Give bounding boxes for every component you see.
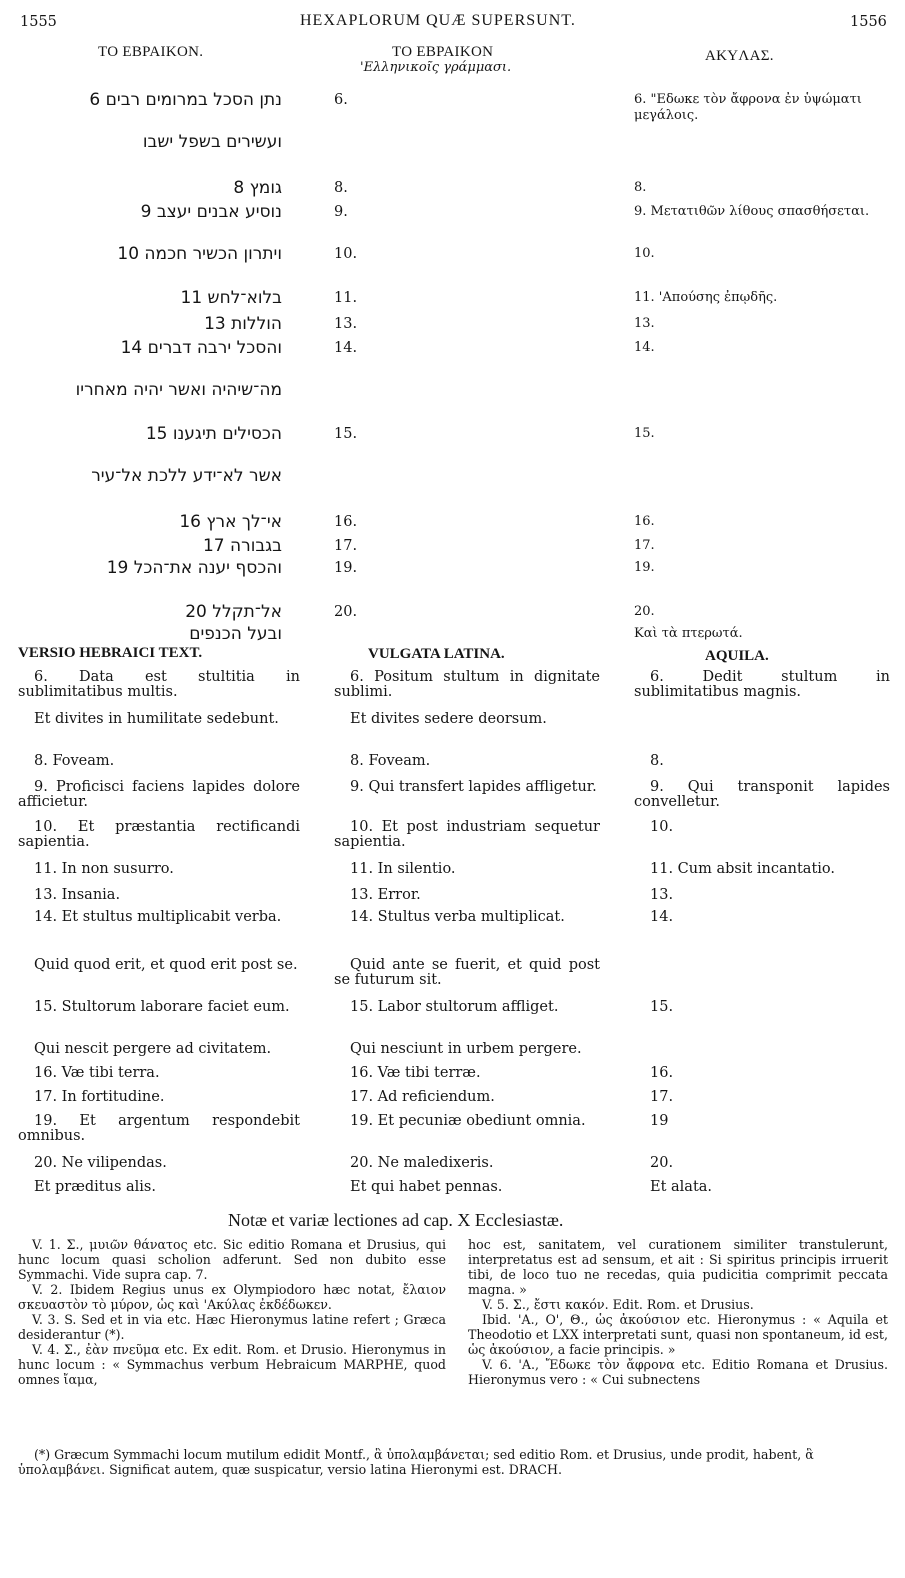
aquila-greek-line: 16. [634, 514, 655, 529]
aquila-latin-cell: 13. [650, 887, 674, 903]
aquila-greek-line: 8. [634, 180, 647, 195]
aquila-latin-cell: 20. [650, 1155, 674, 1171]
transliteration-verse-number: 11. [334, 290, 358, 306]
note-v3: V. 3. S. Sed et in via etc. Hæc Hieronymus latine refert ; Græca desiderantur (*). [18, 1312, 446, 1342]
transliteration-verse-number: 20. [334, 604, 358, 620]
col-heading-versio: VERSIO HEBRAICI TEXT. [18, 645, 203, 661]
aquila-greek-line: 20. [634, 604, 655, 619]
aquila-greek-line: 6. "Εδωκε τὸν ἄφρονα ἐν ὑψώματι μεγάλοις. [634, 92, 862, 123]
transliteration-verse-number: 15. [334, 426, 358, 442]
transliteration-verse-number: 8. [334, 180, 348, 196]
hebrew-line: בגבורה 17 [202, 536, 282, 556]
aquila-latin-cell: Et alata. [650, 1179, 713, 1195]
note-cont: hoc est, sanitatem, vel curationem similiter transtulerunt, interpretatus est ad sensum, et ait : Si spiritus principis irruerit tibi, de loco tuo ne recedas, quia pudicitia comprimit peccata magna. » [468, 1237, 888, 1297]
hebrew-line: מה־שיהיה ואשר יהיה מאחריו [75, 380, 282, 400]
col-subheading-transliteration: 'Ελληνικοῖς γράμμασι. [360, 60, 512, 75]
aquila-latin-cell: 17. [650, 1089, 674, 1105]
hebrew-line: הוללות 13 [204, 314, 282, 334]
col-heading-aquila-greek: AKYΛAΣ. [705, 48, 774, 64]
aquila-greek-line: 19. [634, 560, 655, 575]
versio-cell: Et præditus alis. [34, 1179, 156, 1195]
vulgata-cell: Quid ante se fuerit, et quid post se futurum sit. [334, 957, 600, 988]
vulgata-cell: 17. Ad reficiendum. [350, 1089, 495, 1105]
footnote: (*) Græcum Symmachi locum mutilum edidit Montf., ἃ ὑπολαμβάνεται; sed editio Rom. et Drusius, unde prodit, habent, ἃ ὑπολαμβάνει. Significat autem, quæ suspicatur, versio latina Hieronymi est. DRACH. [18, 1447, 814, 1477]
versio-cell: 20. Ne vilipendas. [34, 1155, 167, 1171]
hebrew-line: הכסילים תיגענו 15 [145, 424, 282, 444]
versio-cell: 14. Et stultus multiplicabit verba. [34, 909, 282, 925]
note-v6: V. 6. 'Α., Ἔδωκε τὸν ἄφρονα etc. Editio Romana et Drusius. Hieronymus vero : « Cui subnectens [468, 1357, 888, 1387]
aquila-latin-cell: 19 [650, 1113, 669, 1129]
vulgata-cell: 15. Labor stultorum affliget. [350, 999, 559, 1015]
hebrew-line: נוסיע אבנים יעצב 9 [140, 202, 282, 222]
versio-cell: 9. Proficisci faciens lapides dolore afficietur. [18, 779, 300, 810]
aquila-latin-cell: 10. [650, 819, 674, 835]
hebrew-line: גומץ 8 [233, 178, 282, 198]
vulgata-cell: 16. Væ tibi terræ. [350, 1065, 481, 1081]
versio-cell: 10. Et præstantia rectificandi sapientia. [18, 819, 300, 850]
aquila-greek-line: 14. [634, 340, 655, 355]
aquila-greek-line: Καὶ τὰ πτερωτά. [634, 626, 743, 641]
aquila-latin-cell: 9. Qui transponit lapides convelletur. [634, 779, 890, 810]
vulgata-cell: 9. Qui transfert lapides affligetur. [350, 779, 597, 795]
aquila-latin-cell: 15. [650, 999, 674, 1015]
running-title: HEXAPLORUM QUÆ SUPERSUNT. [300, 12, 576, 29]
transliteration-verse-number: 14. [334, 340, 358, 356]
col-heading-hebrew: TO EBPAIKON. [98, 44, 204, 60]
vulgata-cell: 19. Et pecuniæ obediunt omnia. [350, 1113, 586, 1129]
hebrew-line: ועשירים בשפל ישבו [142, 132, 282, 152]
transliteration-verse-number: 13. [334, 316, 358, 332]
vulgata-cell: Et divites sedere deorsum. [350, 711, 547, 727]
versio-cell: 16. Væ tibi terra. [34, 1065, 160, 1081]
aquila-latin-cell: 14. [650, 909, 674, 925]
hebrew-line: והכסף יענה את־הכל 19 [106, 558, 282, 578]
hebrew-line: אי־לך ארץ 16 [179, 512, 282, 532]
transliteration-verse-number: 10. [334, 246, 358, 262]
notes-left-column [18, 1237, 446, 1387]
note-v1: V. 1. Σ., μυιῶν θάνατος etc. Sic editio Romana et Drusius, qui hunc locum quasi scholion adferunt. Sed non dubito esse Symmachi. Vide supra cap. 7. [18, 1237, 446, 1282]
versio-cell: 13. Insania. [34, 887, 121, 903]
aquila-greek-line: 10. [634, 246, 655, 261]
hebrew-line: בלוא־לחש 11 [180, 288, 282, 308]
versio-cell: Quid quod erit, et quod erit post se. [34, 957, 298, 973]
aquila-greek-line: 11. 'Απούσης ἐπῳδῆς. [634, 290, 778, 305]
aquila-greek-line: 13. [634, 316, 655, 331]
note-v4: V. 4. Σ., ἐὰν πνεῦμα etc. Ex edit. Rom. et Drusio. Hieronymus in hunc locum : « Symmachus verbum Hebraicum MARPHE, quod omnes ἴαμα, [18, 1342, 446, 1387]
hebrew-line: נתן הסכל במרומים רבים 6 [89, 90, 282, 110]
vulgata-cell: 20. Ne maledixeris. [350, 1155, 494, 1171]
aquila-greek-line: 9. Μετατιθῶν λίθους σπασθήσεται. [634, 204, 870, 219]
note-ibid: Ibid. 'Α., Ο', Θ., ὡς ἀκούσιον etc. Hieronymus : « Aquila et Theodotio et LXX interpretati sunt, quasi non spontaneum, id est, ὡς ἀκούσιον, a facie principis. » [468, 1312, 888, 1357]
transliteration-verse-number: 19. [334, 560, 358, 576]
col-heading-transliteration: TO EBPAIKON [392, 44, 494, 60]
versio-cell: 6. Data est stultitia in sublimitatibus multis. [18, 669, 300, 700]
versio-cell: 8. Foveam. [34, 753, 115, 769]
vulgata-cell: 14. Stultus verba multiplicat. [350, 909, 565, 925]
vulgata-cell: 10. Et post industriam sequetur sapientia. [334, 819, 600, 850]
vulgata-cell: 6. Positum stultum in dignitate sublimi. [334, 669, 600, 700]
aquila-greek-line: 17. [634, 538, 655, 553]
aquila-latin-cell: 8. [650, 753, 664, 769]
transliteration-verse-number: 6. [334, 92, 348, 108]
versio-cell: 17. In fortitudine. [34, 1089, 165, 1105]
page-number-left: 1555 [20, 14, 57, 30]
transliteration-verse-number: 9. [334, 204, 348, 220]
vulgata-cell: 8. Foveam. [350, 753, 431, 769]
transliteration-verse-number: 17. [334, 538, 358, 554]
hebrew-line: ובעל הכנפים [189, 624, 282, 644]
note-v5: V. 5. Σ., ἔστι κακόν. Edit. Rom. et Drusius. [482, 1297, 754, 1312]
note-v2: V. 2. Ibidem Regius unus ex Olympiodoro hæc notat, ἔλαιον σκευαστὸν τὸ μύρον, ὡς καὶ 'Ακύλας ἐκδέδωκεν. [18, 1282, 446, 1312]
versio-cell: Et divites in humilitate sedebunt. [34, 711, 279, 727]
transliteration-verse-number: 16. [334, 514, 358, 530]
vulgata-cell: Qui nesciunt in urbem pergere. [350, 1041, 582, 1057]
aquila-greek-line: 15. [634, 426, 655, 441]
notes-title: Notæ et variæ lectiones ad cap. X Ecclesiastæ. [228, 1210, 564, 1230]
notes-right-column [468, 1237, 888, 1387]
vulgata-cell: Et qui habet pennas. [350, 1179, 503, 1195]
hebrew-line: אשר לא־ידע ללכת אל־עיר [91, 466, 282, 486]
col-heading-vulgata: VULGATA LATINA. [368, 646, 505, 662]
versio-cell: 15. Stultorum laborare faciet eum. [34, 999, 290, 1015]
vulgata-cell: 11. In silentio. [350, 861, 456, 877]
hebrew-line: אל־תקלל 20 [185, 602, 282, 622]
aquila-latin-cell: 11. Cum absit incantatio. [650, 861, 836, 877]
page-number-right: 1556 [850, 14, 887, 30]
hebrew-line: ויתרון הכשיר חכמה 10 [117, 244, 282, 264]
aquila-latin-cell: 16. [650, 1065, 674, 1081]
col-heading-aquila: AQUILA. [705, 648, 769, 664]
versio-cell: 11. In non susurro. [34, 861, 174, 877]
versio-cell: Qui nescit pergere ad civitatem. [34, 1041, 272, 1057]
versio-cell: 19. Et argentum respondebit omnibus. [18, 1113, 300, 1144]
vulgata-cell: 13. Error. [350, 887, 421, 903]
aquila-latin-cell: 6. Dedit stultum in sublimitatibus magnis. [634, 669, 890, 700]
hebrew-line: והסכל ירבה דברים 14 [120, 338, 282, 358]
